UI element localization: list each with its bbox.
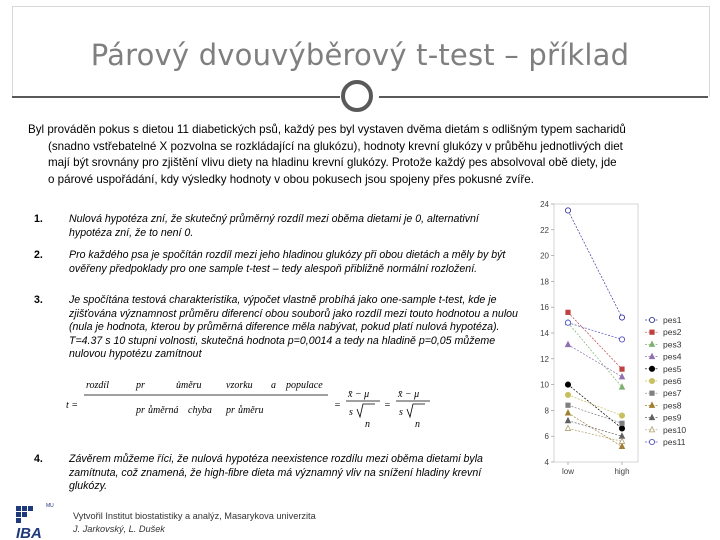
data-point xyxy=(619,426,624,431)
slide-title: Párový dvouvýběrový t-test – příklad xyxy=(90,38,630,72)
intro-line-2: (snadno vstřebatelné X pozvolna se rozkládající na glukózu), hodnoty krevní glukózy v průběhu jednotlivých diet xyxy=(48,139,623,153)
data-point xyxy=(649,317,654,322)
data-point xyxy=(649,415,654,420)
y-tick-label: 6 xyxy=(544,432,549,442)
sqrt-icon xyxy=(407,404,425,417)
data-point xyxy=(619,337,624,342)
legend-label: pes11 xyxy=(663,437,686,447)
y-tick-label: 14 xyxy=(540,329,549,338)
formula-num-d: vzorku xyxy=(226,381,253,391)
data-point xyxy=(649,354,654,359)
data-point xyxy=(649,427,654,432)
formula-den-b: ůměrná xyxy=(148,405,179,416)
legend-label: pes5 xyxy=(663,363,682,374)
footer xyxy=(73,510,316,535)
step-number: 3. xyxy=(34,294,43,306)
formula-den-e: ůměru xyxy=(238,405,264,416)
step-number: 4. xyxy=(34,453,43,465)
data-point xyxy=(565,310,570,315)
glucose-chart xyxy=(528,196,718,476)
legend-label: pes3 xyxy=(663,339,682,350)
data-point xyxy=(565,403,570,408)
formula-rhs-s: s xyxy=(399,407,403,418)
y-tick-label: 8 xyxy=(544,406,549,416)
data-point xyxy=(649,366,654,371)
formula-eq1: = xyxy=(334,400,341,411)
legend-label: pes10 xyxy=(663,424,687,435)
data-point xyxy=(649,391,654,396)
step-text: Závěrem můžeme říci, že nulová hypotéza neexistence rozdílu mezi oběma dietami byla zamítnuta, což znamená, že high-fibre dieta má významný vliv na snížení hladiny krevní glukózy. xyxy=(69,453,483,493)
y-tick-label: 10 xyxy=(540,380,549,390)
formula-rhs-num: x̄ − μ xyxy=(398,389,420,400)
formula-eq2: = xyxy=(384,400,391,411)
formula-num-b: pr xyxy=(136,381,145,391)
intro-line-1: Byl prováděn pokus s dietou 11 diabetických psů, každý pes byl vystaven dvěma dietám s odlišným typem sacharidů xyxy=(28,123,626,136)
x-tick-label: low xyxy=(561,467,575,476)
data-point xyxy=(565,392,570,397)
logo-text: IBA xyxy=(16,525,42,540)
x-tick-label: high xyxy=(614,467,630,476)
step-text: Nulová hypotéza zní, že skutečný průměrný rozdíl mezi oběma dietami je 0, alternativní hypotéza zní, že to není 0. xyxy=(69,213,479,239)
intro-line-3: mají být srovnány pro zjištění vlivu diety na hladinu krevní glukózy. Protože každý pes absolvoval obě diety, jde xyxy=(48,156,617,170)
logo-small-text: MU xyxy=(46,503,54,509)
data-point xyxy=(619,421,624,426)
y-tick-label: 24 xyxy=(540,200,549,209)
data-point xyxy=(619,413,624,418)
data-point xyxy=(619,367,624,372)
formula-rhs-n: n xyxy=(415,419,420,430)
footer-authors: J. Jarkovský, L. Dušek xyxy=(73,523,165,534)
formula-den-d: pr xyxy=(226,405,235,416)
legend-label: pes9 xyxy=(663,412,682,423)
title-divider-right xyxy=(379,96,708,98)
y-tick-label: 20 xyxy=(540,251,549,261)
formula-den-a: pr xyxy=(136,405,145,416)
step-number: 1. xyxy=(34,213,43,225)
formula-mid-s: s xyxy=(349,407,353,418)
intro-paragraph xyxy=(28,122,718,188)
title-divider-left xyxy=(12,96,340,98)
formula-num-c: ůměru xyxy=(176,381,202,391)
legend-label: pes8 xyxy=(663,400,682,411)
y-tick-label: 12 xyxy=(540,354,549,364)
legend-label: pes6 xyxy=(663,376,682,386)
data-point xyxy=(649,330,654,335)
y-tick-label: 18 xyxy=(540,277,549,287)
data-point xyxy=(565,208,570,213)
t-test-formula xyxy=(66,381,516,431)
formula-t: t = xyxy=(66,400,79,411)
data-point xyxy=(565,382,570,387)
data-point xyxy=(649,341,654,346)
y-tick-label: 4 xyxy=(544,458,549,467)
title-ring-ornament xyxy=(341,80,373,112)
sqrt-icon xyxy=(357,404,375,417)
formula-num-e: a xyxy=(271,381,276,391)
formula-num-a: rozdíl xyxy=(86,381,109,391)
formula-num-f: populace xyxy=(286,381,323,391)
data-point xyxy=(649,378,654,383)
legend-label: pes4 xyxy=(663,351,682,362)
intro-line-4: o párové uspořádání, kdy výsledky hodnoty v obou pokusech jsou spojeny přes pokusné zvíře. xyxy=(48,172,534,186)
data-point xyxy=(649,439,654,444)
formula-mid-n: n xyxy=(365,419,370,430)
formula-den-c: chyba xyxy=(188,405,212,416)
step-text: Je spočítána testová charakteristika, výpočet vlastně probíhá jako one-sample t-test, kde je zjišťována významnost průměru diferencí obou souborů jako rozdíl mezi touto hodnotou a nulou (nula je hodnota, kterou by průměrná diference měla nabývat, pokud platí nulová hypotéza). T=4.37 s 10 stupni volnosti, skutečná hodnota p=0,0014 a tedy na hladině p=0,05 můžeme nulovou hypotézu zamítnout xyxy=(69,294,518,361)
plot-area xyxy=(554,204,638,462)
y-tick-label: 22 xyxy=(540,225,549,235)
data-point xyxy=(565,320,570,325)
data-point xyxy=(619,315,624,320)
legend-label: pes7 xyxy=(663,388,682,399)
step-text: Pro každého psa je spočítán rozdíl mezi jeho hladinou glukózy při obou dietách a měly by být ověřeny předpoklady pro one sample t-test – tedy alespoň přibližně normální rozložení. xyxy=(69,249,506,275)
iba-logo xyxy=(12,500,60,540)
step-number: 2. xyxy=(34,249,43,261)
legend-label: pes2 xyxy=(663,327,682,338)
formula-mid-num: x̄ − μ xyxy=(348,389,370,400)
y-tick-label: 16 xyxy=(540,303,549,313)
legend-label: pes1 xyxy=(663,315,682,325)
logo-cube-pattern xyxy=(16,506,33,523)
data-point xyxy=(649,402,654,407)
footer-institute: Vytvořil Institut biostatistiky a analýz, Masarykova univerzita xyxy=(73,511,316,521)
